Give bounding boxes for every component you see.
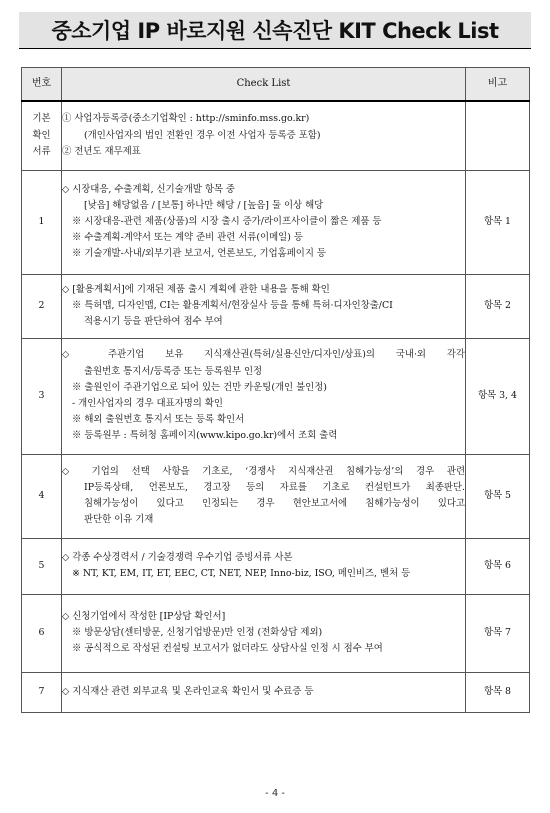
row-number: 2: [22, 274, 62, 338]
check-list-cell: [62, 594, 466, 672]
row-number: 4: [22, 454, 62, 538]
table-row: [22, 454, 530, 538]
list-item: ※ 시장대응-관련 제품(상품)의 시장 출시 증가/라이프사이클이 짧은 제품 등: [72, 215, 382, 227]
list-item: ◇ 기업의 선택 사항을 기초로, ‘경쟁사 지식재산권 침해가능성’의 경우 관련: [62, 465, 465, 477]
row-number: 3: [22, 338, 62, 454]
row-note: 항목 5: [466, 454, 530, 538]
row-number: 7: [22, 672, 62, 712]
list-item: ◇ 신청기업에서 작성한 [IP상담 확인서]: [62, 610, 226, 622]
list-item: ※ 공식적으로 작성된 컨설팅 보고서가 없더라도 상담사실 인정 시 점수 부여: [72, 643, 383, 655]
check-list-cell: [62, 170, 466, 274]
list-item: ※ 등록원부 : 특허청 홈페이지(www.kipo.go.kr)에서 조회 출력: [72, 430, 338, 442]
list-item: ※ 특허맵, 디자인맵, CI는 활용계획서/현장실사 등을 통해 특허·디자인창출/CI: [72, 299, 393, 311]
page-title: 중소기업 IP 바로지원 신속진단 KIT Check List: [19, 12, 531, 49]
table-row: [22, 594, 530, 672]
table-row: [22, 101, 530, 170]
list-item: - 개인사업자의 경우 대표자명의 확인: [72, 398, 223, 409]
list-item: ◇ [활용계획서]에 기재된 제품 출시 계획에 관한 내용을 통해 확인: [62, 283, 330, 295]
checklist-table: [21, 67, 530, 713]
row-number: 기본 확인 서류: [22, 101, 62, 170]
header-number: 번호: [22, 68, 62, 102]
list-item: 침해가능성이 있다고 인정되는 경우 현안보고서에 침해가능성이 있다고: [84, 498, 465, 509]
check-list-cell: [62, 454, 466, 538]
list-item: 판단한 이유 기재: [84, 514, 154, 526]
table-row: [22, 338, 530, 454]
list-item: ※ 방문상담(센터방문, 신청기업방문)만 인정 (전화상담 제외): [72, 626, 323, 638]
row-note: 항목 6: [466, 538, 530, 594]
list-item: 출원번호 통지서/등록증 또는 등록원부 인정: [84, 365, 263, 377]
check-list-cell: [62, 338, 466, 454]
row-note: 항목 8: [466, 672, 530, 712]
table-row: [22, 170, 530, 274]
check-list-cell: [62, 672, 466, 712]
list-item: ◇ 시장대응, 수출계획, 신기술개발 항목 중: [62, 183, 235, 195]
table-header-row: [22, 68, 530, 102]
table-row: [22, 274, 530, 338]
list-item: 적용시기 등을 판단하여 점수 부여: [84, 316, 223, 328]
check-list-cell: [62, 538, 466, 594]
row-note: 항목 1: [466, 170, 530, 274]
list-item: ※ 기술개발-사내/외부기관 보고서, 언론보도, 기업홈페이지 등: [72, 248, 326, 260]
page-number: - 4 -: [265, 788, 285, 799]
list-item: (개인사업자의 법인 전환인 경우 이전 사업자 등록증 포함): [84, 129, 321, 141]
row-note: 항목 7: [466, 594, 530, 672]
list-item: ※ 출원인이 주관기업으로 되어 있는 건만 카운팅(개인 불인정): [72, 381, 327, 393]
row-number: 6: [22, 594, 62, 672]
list-item: ① 사업자등록증(중소기업확인 : http://sminfo.mss.go.kr): [62, 113, 310, 125]
list-item: ◇ 주관기업 보유 지식재산권(특허/실용신안/디자인/상표)의 국내·외 각각: [62, 349, 465, 361]
header-note: 비고: [466, 68, 530, 102]
header-check-list: Check List: [62, 68, 466, 102]
list-item: IP등록상태, 언론보도, 경고장 등의 자료를 기초로 컨설턴트가 최종판단.: [84, 481, 465, 493]
table-row: [22, 672, 530, 712]
check-list-cell: [62, 101, 466, 170]
list-item: ◇ 지식재산 관련 외부교육 및 온라인교육 확인서 및 수료증 등: [62, 685, 314, 697]
row-note: 항목 3, 4: [466, 338, 530, 454]
list-item: ※ NT, KT, EM, IT, ET, EEC, CT, NET, NEP, Inno-biz, ISO, 메인비즈, 벤처 등: [72, 568, 411, 579]
row-note: [466, 101, 530, 170]
list-item: ◇ 각종 수상경력서 / 기술경쟁력 우수기업 증빙서류 사본: [62, 551, 293, 563]
list-item: ② 전년도 재무제표: [62, 145, 141, 157]
row-number: 5: [22, 538, 62, 594]
table-row: [22, 538, 530, 594]
list-item: [낮음] 해당없음 / [보통] 하나만 해당 / [높음] 둘 이상 해당: [84, 199, 324, 211]
check-list-cell: [62, 274, 466, 338]
list-item: ※ 수출계획-계약서 또는 계약 준비 관련 서류(이메일) 등: [72, 232, 303, 244]
list-item: ※ 해외 출원번호 통지서 또는 등록 확인서: [72, 414, 245, 426]
row-number: 1: [22, 170, 62, 274]
row-note: 항목 2: [466, 274, 530, 338]
